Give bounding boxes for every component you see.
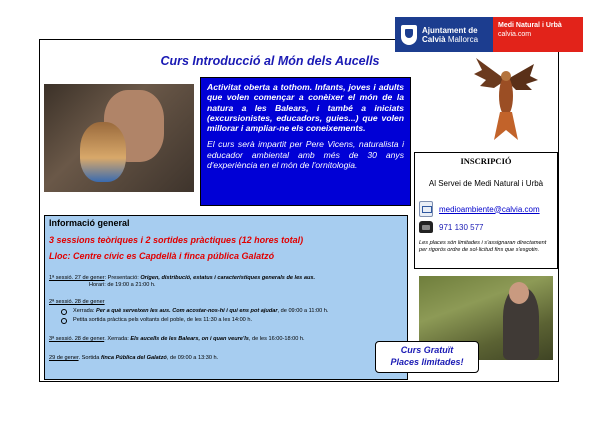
session-3: 3ª sessió. 28 de gener. Xerrada: Els aucells de les Balears, on i quan veure'ls, de les 16:00-18:00 h. — [49, 336, 305, 342]
registration-department: Al Servei de Medi Natural i Urbà — [428, 179, 544, 188]
logo-line1: Ajuntament de — [422, 25, 478, 35]
telephone-icon — [419, 221, 433, 233]
registration-box — [414, 152, 558, 269]
coat-of-arms-icon — [401, 25, 417, 45]
clock-icon — [61, 318, 67, 324]
phone-number[interactable]: 971 130 577 — [439, 222, 484, 232]
registration-note: Les places són limitades i s'assignaran directament per rigorós ordre de sol·licitud fins que s'esgotin. — [419, 240, 547, 253]
logo-line2-bold: Calvià — [422, 34, 446, 44]
session-4: 29 de gener. Sortida finca Pública del Galatzó, de 09:00 a 13:30 h. — [49, 355, 219, 361]
email-link[interactable]: medioambiente@calvia.com — [439, 204, 540, 214]
info-location: Lloc: Centre cívic es Capdellà i finca pública Galatzó — [49, 251, 275, 261]
intro-paragraph-2: El curs serà impartit per Pere Vicens, naturalista i educador ambiental amb més de 30 anys d'experiència en el món de l'ornitologia. — [207, 139, 404, 171]
photo-man-holding-bird — [44, 84, 194, 192]
intro-box — [200, 77, 411, 206]
general-info-box — [44, 215, 408, 380]
badge-line-2: Places limitades! — [390, 357, 464, 367]
department-name: Medi Natural i Urbà — [498, 22, 562, 29]
calvia-logo — [395, 17, 493, 52]
session-2: 2ª sessió. 28 de gener Xerrada: Per a què serveixen les aus. Com acostar-nos-hi i qui ens pot ajudar, de 09:00 a 11:00 h. Petita sortida pràctica pels voltants del poble, de les 11:30 a les 14:00 h. — [49, 299, 329, 323]
info-summary: 3 sessions teòriques i 2 sortides pràctiques (12 hores total) — [49, 235, 304, 245]
session-1: 1ª sessió. 27 de gener: Presentació: Origen, distribució, estatus i característiques generals de les aus. Horari: de 19:00 a 21:00 h. — [49, 275, 316, 288]
registration-heading: INSCRIPCIÓ — [460, 156, 512, 166]
clock-icon — [61, 309, 67, 315]
email-icon — [419, 201, 433, 217]
department-web: calvia.com — [498, 31, 532, 38]
department-logo — [493, 17, 583, 52]
info-heading: Informació general — [49, 218, 130, 228]
intro-paragraph-1: Activitat oberta a tothom. Infants, joves i adults que volen començar a conèixer el món de la natura a les Balears, i també a iniciats (excursionistes, educadors, guies...) que volen millorar i ampliar-ne els coneixements. — [207, 82, 404, 134]
red-kite-illustration — [472, 50, 540, 146]
badge-line-1: Curs Gratuït — [400, 345, 454, 355]
logo-line2-light: Mallorca — [447, 34, 479, 44]
free-course-badge — [375, 341, 479, 373]
page-title: Curs Introducció al Món dels Aucells — [160, 54, 380, 68]
